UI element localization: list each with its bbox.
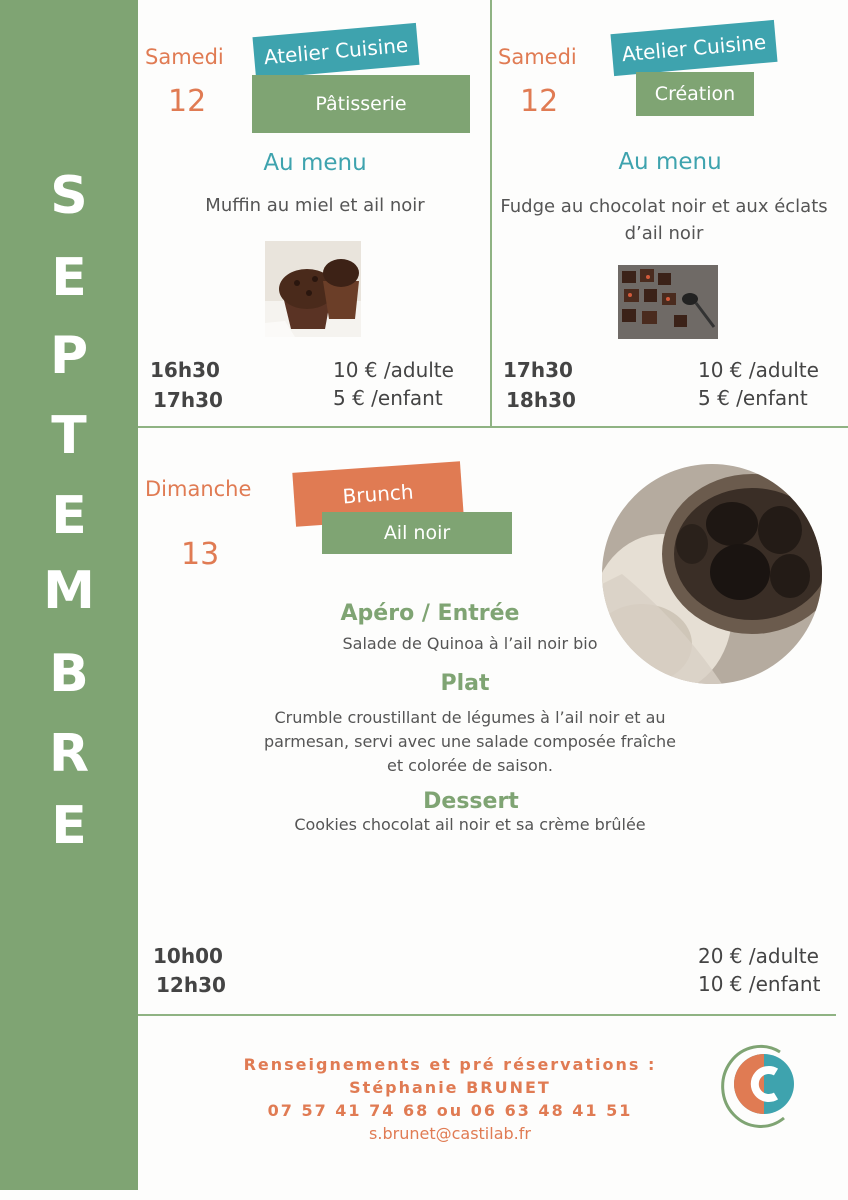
course-description: Cookies chocolat ail noir et sa crème brûlée xyxy=(294,815,646,834)
event-date: 12 xyxy=(168,84,207,119)
month-letter: R xyxy=(48,724,90,784)
menu-title: Au menu xyxy=(618,149,722,175)
event-day: Dimanche xyxy=(145,477,252,501)
adult-price: 20 € /adulte xyxy=(698,944,819,968)
castilab-logo-icon xyxy=(718,1038,806,1130)
contact-name: Stéphanie BRUNET xyxy=(349,1078,551,1097)
workshop-tag: Atelier Cuisine xyxy=(252,23,419,79)
category-tag: Création xyxy=(636,72,754,116)
time-slot: 17h30 xyxy=(503,358,573,382)
course-title: Apéro / Entrée xyxy=(340,601,520,626)
child-price: 5 € /enfant xyxy=(698,386,808,410)
child-price: 5 € /enfant xyxy=(333,386,443,410)
workshop-tag: Atelier Cuisine xyxy=(610,20,777,76)
event-day: Samedi xyxy=(145,45,224,69)
contact-phone: 07 57 41 74 68 ou 06 63 48 41 51 xyxy=(267,1101,633,1120)
muffin-photo-icon xyxy=(265,241,361,337)
adult-price: 10 € /adulte xyxy=(333,358,454,382)
contact-heading: Renseignements et pré réservations : xyxy=(243,1055,657,1074)
category-tag: Ail noir xyxy=(322,512,512,554)
time-slot: 18h30 xyxy=(506,388,576,412)
adult-price: 10 € /adulte xyxy=(698,358,819,382)
child-price: 10 € /enfant xyxy=(698,972,821,996)
course-description: Crumble croustillant de légumes à l’ail noir et au xyxy=(274,708,666,727)
event-date: 13 xyxy=(181,537,220,572)
dish-name: Muffin au miel et ail noir xyxy=(205,195,425,216)
time-slot: 12h30 xyxy=(156,973,226,997)
course-title: Plat xyxy=(440,671,490,696)
time-slot: 17h30 xyxy=(153,388,223,412)
month-letter: E xyxy=(51,796,87,856)
course-description: parmesan, servi avec une salade composée fraîche xyxy=(263,732,677,751)
month-letter: P xyxy=(49,326,89,386)
month-letter: E xyxy=(51,248,87,308)
dish-name: Fudge au chocolat noir et aux éclats xyxy=(500,196,828,217)
brunch-tag: Brunch xyxy=(292,461,463,527)
event-date: 12 xyxy=(520,84,559,119)
month-letter: T xyxy=(51,406,87,466)
menu-title: Au menu xyxy=(263,150,367,176)
month-letter: M xyxy=(43,561,95,621)
footer-divider xyxy=(138,1014,836,1016)
contact-email[interactable]: s.brunet@castilab.fr xyxy=(369,1124,531,1143)
category-tag: Pâtisserie xyxy=(252,75,470,133)
time-slot: 16h30 xyxy=(150,358,220,382)
course-description: Salade de Quinoa à l’ail noir bio xyxy=(342,634,598,653)
month-letter: S xyxy=(50,166,88,226)
course-description: et colorée de saison. xyxy=(386,756,554,775)
vertical-divider xyxy=(490,0,492,428)
month-sidebar xyxy=(0,0,138,1190)
horizontal-divider xyxy=(138,426,848,428)
event-day: Samedi xyxy=(498,45,577,69)
dish-name: d’ail noir xyxy=(624,223,704,244)
month-letter: E xyxy=(51,486,87,546)
course-title: Dessert xyxy=(423,789,519,814)
fudge-photo-icon xyxy=(618,265,718,339)
month-letter: B xyxy=(49,644,89,704)
time-slot: 10h00 xyxy=(153,944,223,968)
